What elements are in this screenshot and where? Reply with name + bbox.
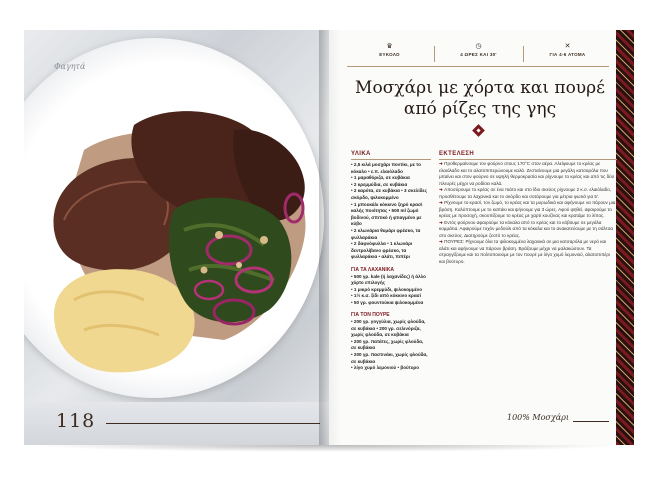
mashed-puree <box>54 269 195 372</box>
page-signature: 100% Μοσχάρι <box>507 413 569 422</box>
right-page <box>329 30 634 445</box>
recipe-title <box>349 78 611 120</box>
ingredient-item: • 2,5 κιλά μοσχάρι ποντίκι, με το κόκαλο • ε.π. ελαιόλαδο <box>351 162 421 174</box>
recipe-info-bar <box>347 42 609 67</box>
page-number-rule <box>106 423 320 424</box>
method-step <box>439 200 617 220</box>
ingredient-item: • 50 γρ. φουντούκια ψιλοκομμένα <box>351 299 424 305</box>
ingredient-item: • 1 μικρό κρεμμύδι, ψιλοκομμένο <box>351 286 423 292</box>
method-step <box>439 161 617 187</box>
step-arrow-icon: ➜ <box>439 219 445 225</box>
food-photo <box>24 30 329 402</box>
servings-label: ΓΙΑ 4-6 ΑΤΟΜΑ <box>549 52 586 57</box>
greens-subheading: ΓΙΑ ΤΑ ΛΑΧΑΝΙΚΑ <box>351 266 395 273</box>
puree-subheading: ΓΙΑ ΤΟΝ ΠΟΥΡΕ <box>351 312 390 319</box>
duration <box>436 42 521 66</box>
method-step-text: Ρίχνουμε το κρασί, τον ζωμό, το κρέας και τα μυρωδικά και αφήνουμε να πάρουν μια βράση. Καλύπτουμε με το καπάκι και ψήνουμε για 3 ώρες. Αφού ψηθεί, αφαιρούμε το κρέας με προσοχή, σκουπίζουμε το κρέας με χαρτί κουζίνας και κρατάμε το λίπος. <box>439 200 616 218</box>
left-header-script: Φαγητά <box>54 62 86 71</box>
ingredients-list <box>351 162 429 372</box>
info-divider <box>434 46 435 62</box>
hazelnut <box>260 236 268 244</box>
step-arrow-icon: ➜ <box>439 200 445 205</box>
ingredients-rule <box>351 159 431 160</box>
method-steps <box>439 161 617 265</box>
cutlery-icon: ✕ <box>564 43 571 50</box>
ingredient-item: • 2 καρότα, σε κυβάκια • 3 σκελίδες σκόρδο, ψιλοκομμένο <box>351 188 427 200</box>
method-step <box>439 187 617 200</box>
ingredient-item: • 200 γρ. πατάτες, χωρίς φλούδα, σε κυβάκια <box>351 338 424 351</box>
step-arrow-icon: ➜ <box>439 187 445 192</box>
ingredient-item: • 2 κρεμμύδια, σε κυβάκια <box>351 181 408 187</box>
method-step-text: ΠΟΥΡΕΣ: Ρίχνουμε όλα τα ψιλοκομμένα λαχανικά σε μια κατσαρόλα με νερό και αλάτι και αφήνουμε να πάρουν βράση. Βράζουμε μέχρι να μαλακώσουν. Τα στραγγίζουμε και τα πολτοποιούμε με τον πουρέ με λίγο χυμό λεμονιού, αλατοπιπέρι και βούτυρο. <box>439 239 611 264</box>
ingredient-item: • 1 μπουκάλι κόκκινο ξηρό κρασί καλής ποιότητας • 500 ml ζωμό βοδινού, σπιτικό ή φτιαγμένο με κύβο <box>351 201 423 227</box>
decorative-border <box>616 30 634 445</box>
ingredient-item: • 1 μαραθόριζα, σε κυβάκια <box>351 175 410 181</box>
signature-rule <box>573 421 609 422</box>
ingredient-item: • 2 δαφνόφυλλα • 1 κλωνάρι δεντρολίβανο φρέσκο, τα φυλλαράκια • αλάτι, πιπέρι <box>351 241 413 260</box>
hazelnut <box>201 267 208 274</box>
method-heading: ΕΚΤΕΛΕΣΗ <box>439 151 475 157</box>
ingredient-item: • 200 γρ. γογγύλια, χωρίς φλούδα, σε κυβάκια • 200 γρ. σελινόριζα, χωρίς φλούδα, σε κυβάκια <box>351 319 426 338</box>
left-page <box>24 30 329 445</box>
step-arrow-icon: ➜ <box>439 161 445 166</box>
ingredient-item: • 1½ κ.σ. ξίδι από κόκκινο κρασί <box>351 293 422 299</box>
ingredient-item: • 2 κλωνάρια θυμάρι φρέσκο, τα φυλλαράκια <box>351 227 421 240</box>
step-arrow-icon: ➜ <box>439 239 445 244</box>
method-step-text: Αποσύρουμε το κρέας σε ένα πιάτο και στο ίδιο σκεύος ρίχνουμε 2 κ.σ. ελαιόλαδο, προσθέτουμε τα λαχανικά και το σκόρδο και σοτάρουμε για μέτρια φωτιά για 5'. <box>439 187 612 199</box>
difficulty <box>347 42 432 66</box>
method-step-text: Προθερμαίνουμε τον φούρνο στους 170°C στον αέρα. Αλείφουμε το κρέας με ελαιόλαδο και το αλατοπιπερώνουμε καλά. Ζεσταίνουμε μια μεγάλη κατσαρόλα που μπαίνει και στον φούρνο σε υψηλή θερμοκρασία και ρίχνουμε το κρέας και από τις δύο πλευρές μέχρι να ροδίσει καλά. <box>439 161 615 186</box>
method-step-text: Εντός φούρνου αφαιρούμε τα κόκαλα από το κρέας και το κόβουμε σε μεγάλα κομμάτια. Αφαιρούμε τυχόν μεδούλι από τα κόκαλα και το ανακατεύουμε με τη σάλτσα στο σκεύος. Διατηρούμε ζεστό το κρέας. <box>439 219 614 238</box>
title-line-1: Μοσχάρι με χόρτα και πουρέ <box>355 78 605 98</box>
clock-icon: ◷ <box>475 43 482 50</box>
duration-label: 4 ΩΡΕΣ ΚΑΙ 30' <box>460 52 497 57</box>
info-divider <box>523 46 524 62</box>
open-cookbook <box>24 30 634 445</box>
ingredients-heading: ΥΛΙΚΑ <box>351 151 371 157</box>
greens <box>169 198 292 323</box>
method-step <box>439 220 617 240</box>
method-step <box>439 239 617 265</box>
hazelnut <box>236 262 242 268</box>
method-rule <box>439 159 617 160</box>
page-number: 118 <box>56 410 96 432</box>
ingredient-item: • 200 γρ. παστινάκι, χωρίς φλούδα, σε κυβάκια <box>351 352 428 364</box>
difficulty-label: ΕΥΚΟΛΟ <box>379 52 400 57</box>
ingredient-item: • 500 γρ. kale (ή λαχανίδες) ή άλλο χόρτο επιλογής <box>351 273 426 286</box>
ingredient-item: • λίγο χυμό λεμονιού • βούτυρο <box>351 365 420 371</box>
title-line-2: από ρίζες της γης <box>403 99 557 119</box>
chef-hat-icon: ♛ <box>386 43 393 50</box>
hazelnut <box>215 231 223 239</box>
servings <box>525 42 610 66</box>
